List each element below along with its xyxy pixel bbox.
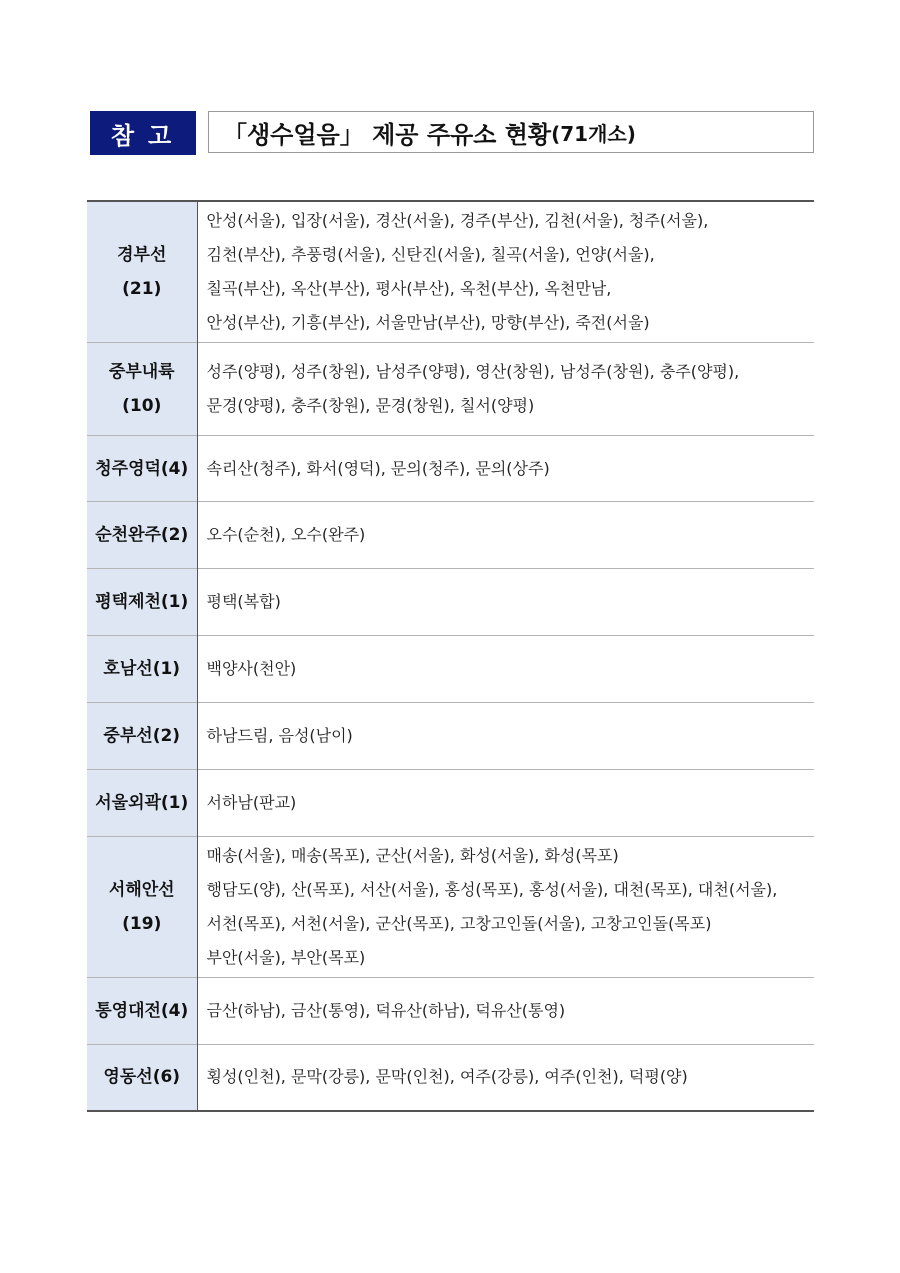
table-row <box>87 703 814 770</box>
station-line: 횡성(인천), 문막(강릉), 문막(인천), 여주(강릉), 여주(인천), 덕평(양) <box>206 1067 688 1087</box>
table-row <box>87 770 814 837</box>
station-list <box>197 436 814 502</box>
title-text: 「생수얼음」 제공 주유소 현황 <box>223 120 552 149</box>
line-name-text: 호남선(1) <box>103 659 181 679</box>
table-row <box>87 1045 814 1111</box>
station-line: 김천(부산), 추풍령(서울), 신탄진(서울), 칠곡(서울), 언양(서울), <box>206 245 655 264</box>
highway-line-name <box>87 978 197 1045</box>
station-line: 속리산(청주), 화서(영덕), 문의(청주), 문의(상주) <box>206 458 550 478</box>
highway-line-name <box>87 770 197 837</box>
station-line: 부안(서울), 부안(목포) <box>206 948 366 967</box>
station-line: 매송(서울), 매송(목포), 군산(서울), 화성(서울), 화성(목포) <box>206 846 619 865</box>
station-table <box>87 200 814 1112</box>
table-row <box>87 502 814 569</box>
highway-line-name <box>87 502 197 569</box>
station-list <box>197 343 814 436</box>
table-row <box>87 569 814 636</box>
highway-line-name <box>87 569 197 636</box>
line-count-text: (21) <box>122 279 162 299</box>
station-list <box>197 201 814 343</box>
highway-line-name <box>87 343 197 436</box>
section-header <box>90 111 816 155</box>
highway-line-name <box>87 1045 197 1111</box>
station-list <box>197 569 814 636</box>
station-line: 문경(양평), 충주(창원), 문경(창원), 칠서(양평) <box>206 396 535 415</box>
title-count: (71개소) <box>551 121 636 146</box>
line-name-text: 통영대전(4) <box>95 1001 189 1021</box>
station-list <box>197 502 814 569</box>
station-line: 서하남(판교) <box>206 793 297 812</box>
highway-line-name <box>87 837 197 978</box>
station-line: 안성(부산), 기흥(부산), 서울만남(부산), 망향(부산), 죽전(서울) <box>206 313 650 332</box>
table-row <box>87 837 814 978</box>
station-line: 오수(순천), 오수(완주) <box>206 525 366 544</box>
table-row <box>87 343 814 436</box>
highway-line-name <box>87 436 197 502</box>
station-list <box>197 1045 814 1111</box>
line-name-text: 중부선(2) <box>103 726 181 746</box>
station-line: 평택(복합) <box>206 592 281 611</box>
line-name-text: 중부내륙 <box>108 362 175 382</box>
station-list <box>197 837 814 978</box>
line-name-text: 경부선 <box>117 245 167 265</box>
station-list <box>197 978 814 1045</box>
station-line: 안성(서울), 입장(서울), 경산(서울), 경주(부산), 김천(서울), 청주(서울), <box>206 211 709 230</box>
document-title <box>208 111 814 153</box>
station-line: 칠곡(부산), 옥산(부산), 평사(부산), 옥천(부산), 옥천만남, <box>206 279 612 298</box>
table-row <box>87 436 814 502</box>
station-list <box>197 770 814 837</box>
station-line: 성주(양평), 성주(창원), 남성주(양평), 영산(창원), 남성주(창원), 충주(양평), <box>206 362 740 381</box>
station-line: 행담도(양), 산(목포), 서산(서울), 홍성(목포), 홍성(서울), 대천(목포), 대천(서울), <box>206 880 778 899</box>
highway-line-name <box>87 201 197 343</box>
table-row <box>87 636 814 703</box>
station-line: 금산(하남), 금산(통영), 덕유산(하남), 덕유산(통영) <box>206 1001 566 1020</box>
station-line: 하남드림, 음성(남이) <box>206 726 353 745</box>
line-count-text: (10) <box>122 396 162 416</box>
line-name-text: 순천완주(2) <box>95 525 189 545</box>
line-name-text: 평택제천(1) <box>95 592 189 612</box>
line-name-text: 서울외곽(1) <box>95 793 189 813</box>
line-name-text: 청주영덕(4) <box>95 458 189 479</box>
table-row <box>87 201 814 343</box>
line-name-text: 서해안선 <box>108 880 175 900</box>
table-row <box>87 978 814 1045</box>
reference-badge: 참고 <box>90 111 196 155</box>
station-list <box>197 636 814 703</box>
station-list <box>197 703 814 770</box>
highway-line-name <box>87 636 197 703</box>
line-count-text: (19) <box>122 914 162 934</box>
station-line: 서천(목포), 서천(서울), 군산(목포), 고창고인돌(서울), 고창고인돌(목포) <box>206 914 712 933</box>
station-line: 백양사(천안) <box>206 659 297 678</box>
line-name-text: 영동선(6) <box>103 1067 181 1088</box>
highway-line-name <box>87 703 197 770</box>
